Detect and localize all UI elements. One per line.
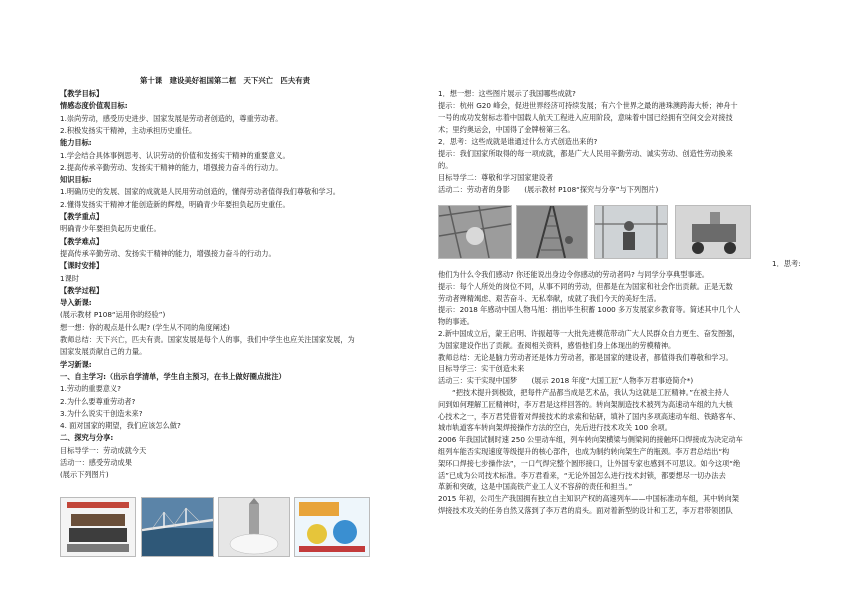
right-text-line: 1．思考: (772, 259, 801, 268)
welder-photo (438, 205, 512, 259)
right-text-line: “把技术提升到极致，把每件产品都当成是艺术品，我认为这就是工匠精神。”在被主持人 (452, 388, 729, 397)
left-text-line: 教师总结：天下兴亡，匹夫有责。国家发展是每个人的事，我们中学生也应关注国家发展，为 (60, 335, 355, 344)
left-text-line: 2.积极发扬实干精神，主动承担历史重任。 (60, 125, 197, 135)
robot-photo (675, 205, 751, 259)
rocket-photo (218, 497, 290, 557)
left-text-line: 1课时 (60, 273, 79, 283)
right-text-line: 物的事迹。 (438, 317, 474, 327)
left-text-line: 4. 面对国家的期望，我们应该怎么做? (60, 421, 181, 431)
left-text-line: 情感态度价值观目标: (60, 101, 128, 111)
left-text-line: 目标导学一：劳动成就今天 (60, 445, 147, 455)
right-text-line: 术；里约奥运会，中国得了金牌榜第三名。 (438, 125, 575, 134)
right-text-line: 2．思考：这些成就是谁通过什么方式创造出来的? (438, 137, 598, 146)
olympics-photo (294, 497, 370, 557)
right-text-line: 他们为什么令我们感动? 你还能说出身边令你感动的劳动者吗? 与同学分享典型事迹。 (438, 270, 709, 279)
left-text-line: 能力目标: (60, 138, 92, 148)
right-text-line: 目标导学二：尊敬和学习国家建设者 (438, 173, 554, 182)
left-text-line: 3.为什么说实干创造未来? (60, 408, 143, 418)
right-text-line: 目标导学三：实干创造未来 (438, 364, 525, 374)
right-text-line: 革新和突破，这是中国高铁产业工人义不容辞的责任和担当。” (438, 482, 633, 492)
right-text-line: 2.新中国成立后，蒙王启明、许振超等一大批先进模范带动广大人民群众自力更生、奋发图强， (438, 329, 740, 338)
right-text-line: 活”已成为公司技术标准。李万君看来，“无论外国怎么进行技术封锁，都要想尽一切办法去 (438, 470, 726, 480)
railway-photo (516, 205, 588, 259)
right-text-line: 焊接技术攻关的任务自然又落到了李万君的肩头。面对着新型的设计和工艺，李万君带领团队 (438, 506, 733, 515)
right-text-line: 的。 (438, 161, 453, 170)
left-text-line: 学习新课: (60, 359, 92, 369)
left-text-line: 导入新课: (60, 298, 92, 308)
bridge-photo (141, 497, 214, 557)
right-text-line: 活动二：劳动者的身影 (展示教材 P108“探究与分享”与下列图片) (438, 185, 659, 194)
left-text-line: 明确青少年要担负起历史重任。 (60, 224, 161, 234)
right-text-line: 2015 年初，公司生产我国拥有独立自主知识产权的高速列车——中国标准动车组，其中转向架 (438, 494, 739, 504)
worker-photo (594, 205, 668, 259)
left-text-line: 国家发展贡献自己的力量。 (60, 347, 147, 357)
right-text-line: 为国家建设作出了贡献。查阅相关资料，感悟他们身上体现出的劳模精神。 (438, 340, 676, 350)
right-text-line: 活动三：实干实现中国梦 (展示 2018 年度“大国工匠”人物李万君事迹简介*) (438, 376, 694, 386)
left-text-line: (展示教材 P108“运用你的经验”) (60, 310, 166, 320)
right-text-line: 劳动者殚精竭虑、艰苦奋斗、无私奉献，成就了我们今天的美好生活。 (438, 293, 661, 303)
lesson-title: 第十课 建设美好祖国第二框 天下兴亡 匹夫有责 (140, 76, 310, 85)
right-text-line: 提示：杭州 G20 峰会，促进世界经济可持续发展；有六个世界之最的港珠澳跨海大桥；神舟十 (438, 101, 738, 110)
left-text-line: (展示下列图片) (60, 470, 109, 480)
left-text-line: 活动一：感受劳动成果 (60, 458, 132, 467)
left-text-line: 2.为什么要尊重劳动者? (60, 396, 136, 406)
left-text-line: 【教学过程】 (60, 285, 104, 295)
left-text-line: 2.提高传承辛勤劳动、发扬实干精神的能力，增强接力奋斗的行动力。 (60, 162, 283, 172)
right-text-line: 心技术之一，李万君凭借着对焊接技术的求索和钻研，填补了国内多项高速动车组、铁路客车、 (438, 411, 740, 421)
left-text-line: 【教学重点】 (60, 212, 104, 221)
right-text-line: 提示：每个人所处的岗位不同，从事不同的劳动，但都是在为国家和社会作出贡献。正是无数 (438, 281, 733, 291)
left-text-line: 【教学目标】 (60, 89, 104, 98)
left-text-line: 【课时安排】 (60, 261, 104, 271)
right-text-line: 提示：2018 年感动中国人物马旭：捐出毕生积蓄 1000 多万发展家乡教育等。简述其中几个人 (438, 305, 741, 315)
right-text-line: 教师总结：无论是脑力劳动者还是体力劳动者，都是国家的建设者，都值得我们尊敬和学习。 (438, 352, 733, 362)
left-text-line: 二、探究与分享: (60, 433, 114, 443)
left-text-line: 知识目标: (60, 175, 92, 185)
left-text-line: 想一想：你的观点是什么呢? (学生从不同的角度阐述) (60, 322, 230, 332)
summit-photo (60, 497, 136, 557)
right-text-line: 架环口焊接七步操作法”，一口气焊完整个圆形接口，让外国专家也感到不可思议。如今这项“绝 (438, 458, 741, 468)
left-text-line: 1.劳动的重要意义? (60, 384, 121, 394)
right-text-line: 组列车能否实现速度等级提升的核心部件，也成为制约转向架生产的瓶颈。李万君总结出“构 (438, 447, 730, 456)
left-text-line: 1.崇尚劳动，感受历史进步、国家发展是劳动者创造的，尊重劳动者。 (60, 113, 283, 123)
right-text-line: 1．想一想：这些图片展示了我国哪些成就? (438, 89, 576, 98)
right-text-line: 城市轨道客车转向架焊接操作方法的空白，先后进行技术攻关 100 余项。 (438, 423, 672, 433)
right-text-line: 问到如何理解工匠精神时，李万君是这样回答的。转向架制造技术被列为高速动车组的九大核 (438, 399, 733, 409)
left-text-line: 一、自主学习:（出示自学清单，学生自主预习，在书上做好圈点批注） (60, 371, 286, 381)
left-text-line: 1.学会结合具体事例思考、认识劳动的价值和发扬实干精神的重要意义。 (60, 150, 290, 160)
left-text-line: 1.明确历史的发展、国家的成就是人民用劳动创造的，懂得劳动者值得我们尊敬和学习。 (60, 187, 340, 197)
right-text-line: 一号的成功发射标志着中国载人航天工程进入应用阶段，意味着中国已经拥有空间交会对接技 (438, 113, 733, 122)
right-text-line: 提示：我们国家所取得的每一项成就，都是广大人民用辛勤劳动、诚实劳动、创造性劳动换来 (438, 149, 733, 158)
left-text-line: 【教学难点】 (60, 236, 104, 246)
left-text-line: 2.懂得发扬实干精神才能创造新的辉煌，明确青少年要担负起历史重任。 (60, 199, 290, 209)
right-text-line: 2006 年我国试制时速 250 公里动车组，列车转向架横梁与侧梁间的接触环口焊接成为决定动车 (438, 435, 743, 445)
left-text-line: 提高传承辛勤劳动、发扬实干精神的能力，增强接力奋斗的行动力。 (60, 248, 276, 258)
